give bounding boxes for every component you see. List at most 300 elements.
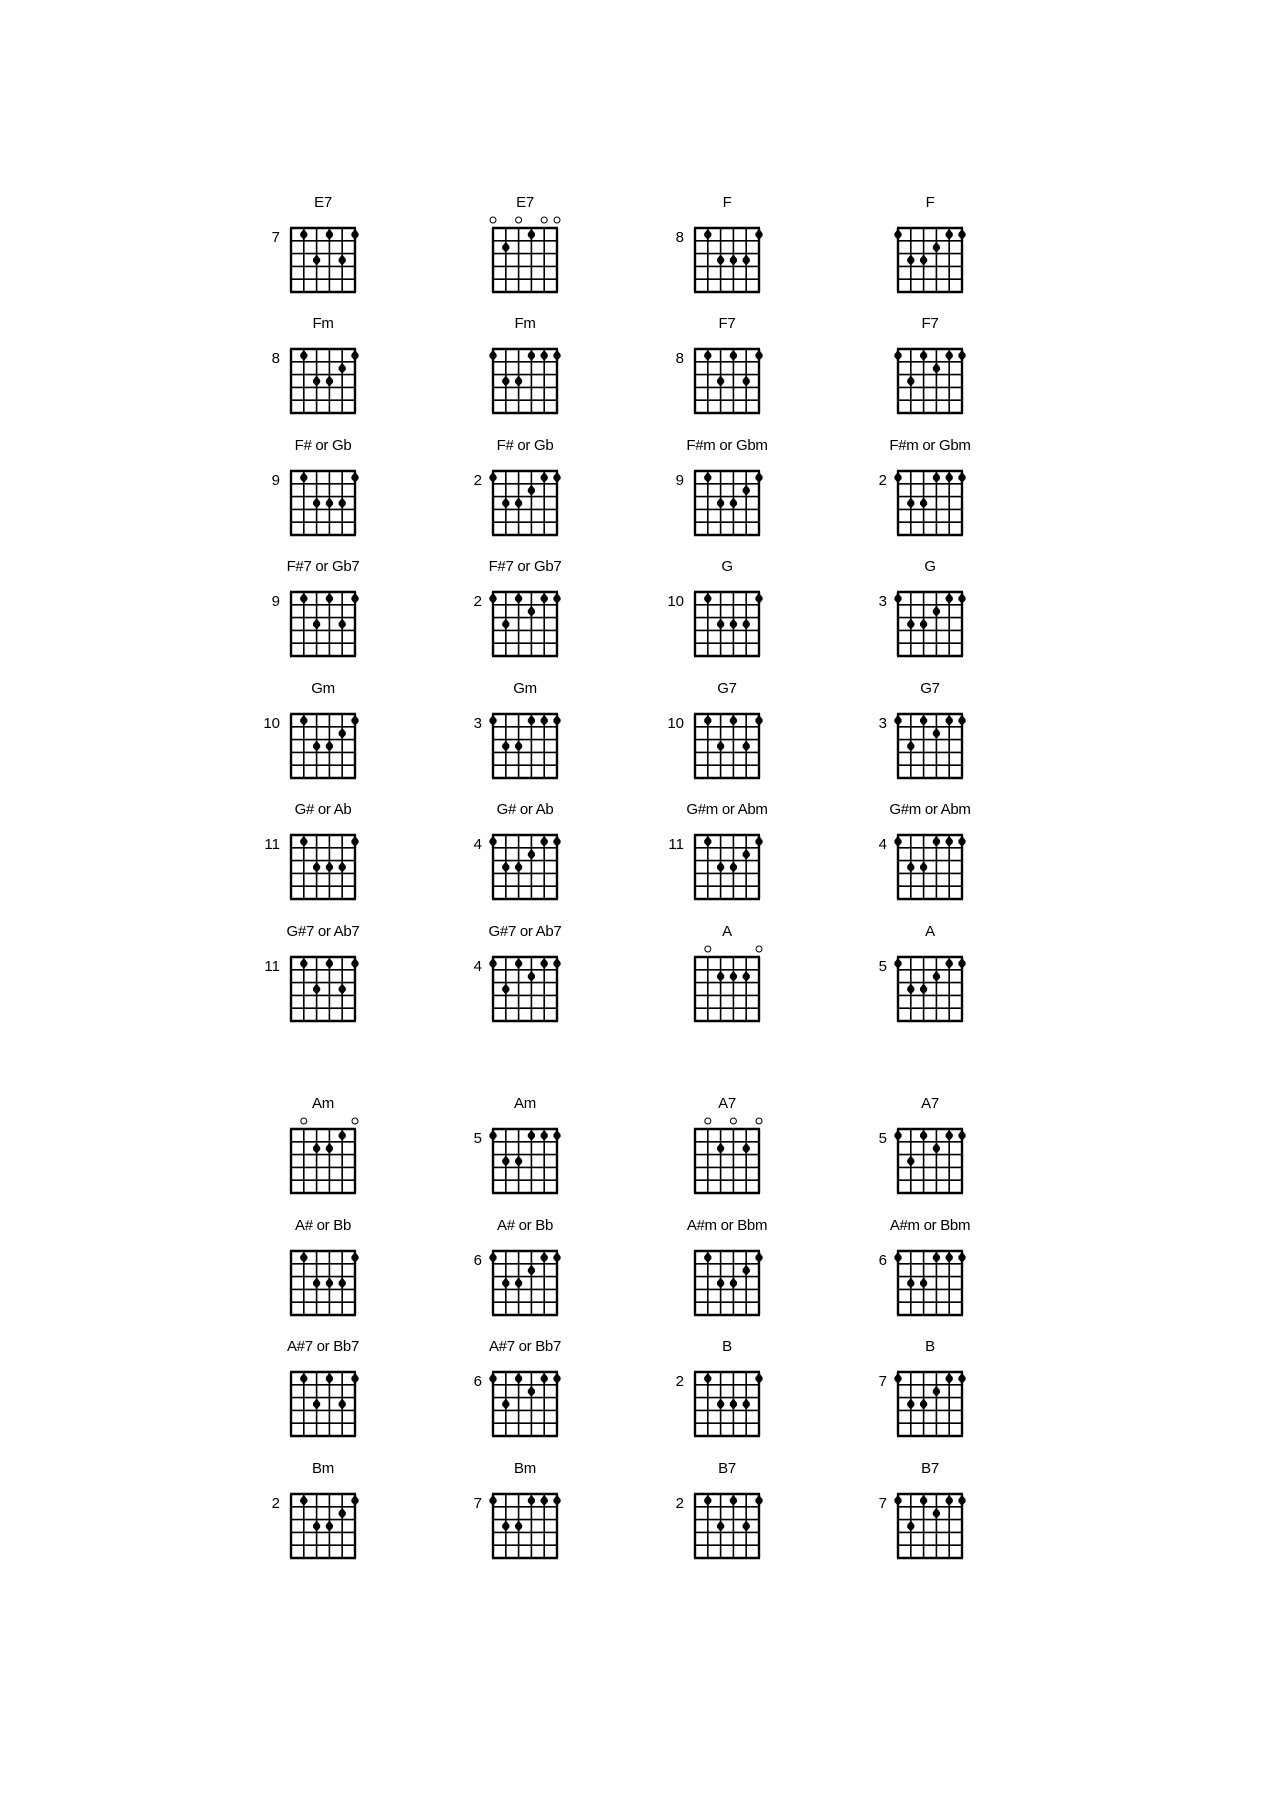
finger-dot — [300, 958, 307, 969]
chord-name: Bm — [312, 1460, 334, 1477]
finger-dot — [933, 1252, 940, 1263]
fret-number: 5 — [878, 1130, 887, 1147]
chord-diagram — [695, 1095, 805, 1229]
finger-dot — [894, 1373, 901, 1384]
chord-diagram — [264, 801, 401, 935]
chord-diagram — [493, 194, 603, 328]
fretboard-grid — [285, 1478, 365, 1568]
finger-dot — [743, 849, 750, 860]
chord-name: A — [925, 923, 935, 940]
finger-dot — [502, 498, 509, 509]
finger-dot — [704, 472, 711, 483]
finger-dot — [553, 1373, 560, 1384]
finger-dot — [502, 862, 509, 873]
finger-dot — [351, 1252, 358, 1263]
chord-diagram — [473, 1460, 603, 1594]
chord-name: G — [721, 558, 733, 575]
fret-number: 9 — [271, 593, 280, 610]
fretboard-grid — [487, 333, 567, 423]
finger-dot — [743, 376, 750, 387]
finger-dot — [704, 593, 711, 604]
fret-number: 2 — [878, 472, 887, 489]
finger-dot — [541, 350, 548, 361]
chord-diagram — [264, 923, 401, 1057]
finger-dot — [528, 485, 535, 496]
chord-diagram — [878, 1095, 1008, 1229]
chord-diagram — [878, 1460, 1008, 1594]
fret-number: 2 — [675, 1373, 684, 1390]
finger-dot — [339, 1278, 346, 1289]
finger-dot — [958, 1252, 965, 1263]
finger-dot — [946, 593, 953, 604]
fret-number: 6 — [473, 1252, 482, 1269]
finger-dot — [704, 715, 711, 726]
chord-name: Am — [514, 1095, 536, 1112]
open-string-marker — [352, 1118, 358, 1124]
finger-dot — [958, 715, 965, 726]
fret-number: 9 — [271, 472, 280, 489]
finger-dot — [528, 1130, 535, 1141]
fretboard-grid — [689, 819, 769, 909]
finger-dot — [907, 376, 914, 387]
chord-name: F#m or Gbm — [686, 437, 768, 454]
chord-diagram — [473, 1217, 603, 1351]
finger-dot — [946, 1252, 953, 1263]
finger-dot — [515, 1156, 522, 1167]
chord-name: B — [722, 1338, 732, 1355]
finger-dot — [300, 350, 307, 361]
finger-dot — [553, 350, 560, 361]
finger-dot — [326, 229, 333, 240]
finger-dot — [958, 1495, 965, 1506]
finger-dot — [326, 862, 333, 873]
chord-name: Am — [312, 1095, 334, 1112]
open-string-marker — [756, 946, 762, 952]
finger-dot — [300, 593, 307, 604]
fretboard-grid — [285, 455, 365, 545]
finger-dot — [946, 350, 953, 361]
fret-number: 7 — [271, 229, 280, 246]
finger-dot — [920, 1130, 927, 1141]
finger-dot — [743, 1265, 750, 1276]
finger-dot — [489, 836, 496, 847]
fretboard-grid — [892, 1113, 972, 1203]
chord-name: A7 — [921, 1095, 939, 1112]
finger-dot — [528, 229, 535, 240]
finger-dot — [933, 728, 940, 739]
finger-dot — [339, 1399, 346, 1410]
fretboard-grid — [285, 212, 365, 302]
finger-dot — [541, 472, 548, 483]
chord-diagram — [473, 558, 603, 692]
finger-dot — [339, 498, 346, 509]
fretboard-grid — [285, 941, 365, 1031]
finger-dot — [907, 1278, 914, 1289]
finger-dot — [920, 715, 927, 726]
chord-name: A# or Bb — [497, 1217, 553, 1234]
fretboard-grid — [487, 819, 567, 909]
finger-dot — [351, 836, 358, 847]
finger-dot — [339, 1130, 346, 1141]
finger-dot — [894, 593, 901, 604]
finger-dot — [300, 715, 307, 726]
chord-diagram — [473, 437, 603, 571]
chord-name: A#m or Bbm — [889, 1217, 971, 1234]
fret-number: 4 — [473, 958, 482, 975]
finger-dot — [313, 1278, 320, 1289]
finger-dot — [958, 836, 965, 847]
chord-diagram — [271, 194, 401, 328]
fret-number: 11 — [264, 836, 280, 853]
chord-name: G# or Ab — [496, 801, 554, 818]
finger-dot — [743, 1521, 750, 1532]
finger-dot — [743, 619, 750, 630]
finger-dot — [326, 498, 333, 509]
finger-dot — [326, 958, 333, 969]
finger-dot — [489, 1130, 496, 1141]
chord-name: E7 — [516, 194, 534, 211]
fretboard-grid — [892, 1356, 972, 1446]
fretboard-grid — [689, 941, 769, 1031]
finger-dot — [339, 255, 346, 266]
chord-diagram — [675, 1338, 805, 1472]
finger-dot — [515, 741, 522, 752]
finger-dot — [717, 862, 724, 873]
open-string-marker — [705, 1118, 711, 1124]
fret-number: 6 — [878, 1252, 887, 1269]
finger-dot — [489, 958, 496, 969]
finger-dot — [894, 472, 901, 483]
finger-dot — [541, 593, 548, 604]
finger-dot — [717, 619, 724, 630]
finger-dot — [946, 715, 953, 726]
finger-dot — [313, 498, 320, 509]
finger-dot — [553, 958, 560, 969]
chord-diagram — [675, 437, 805, 571]
open-string-marker — [541, 217, 547, 223]
finger-dot — [351, 593, 358, 604]
finger-dot — [958, 350, 965, 361]
finger-dot — [326, 376, 333, 387]
chord-name: Fm — [514, 315, 536, 332]
finger-dot — [894, 1495, 901, 1506]
fretboard-grid — [487, 1478, 567, 1568]
fret-number: 5 — [878, 958, 887, 975]
fret-number: 7 — [878, 1495, 887, 1512]
finger-dot — [502, 1278, 509, 1289]
finger-dot — [313, 862, 320, 873]
finger-dot — [730, 350, 737, 361]
chord-name: G#7 or Ab7 — [286, 923, 360, 940]
finger-dot — [946, 229, 953, 240]
finger-dot — [502, 1156, 509, 1167]
fretboard-grid — [487, 1235, 567, 1325]
finger-dot — [920, 619, 927, 630]
finger-dot — [528, 1386, 535, 1397]
finger-dot — [755, 1252, 762, 1263]
fretboard-grid — [285, 819, 365, 909]
finger-dot — [755, 1495, 762, 1506]
finger-dot — [755, 593, 762, 604]
finger-dot — [541, 958, 548, 969]
chord-diagram — [263, 680, 401, 814]
chord-diagram — [898, 315, 1008, 449]
fretboard-grid — [892, 576, 972, 666]
finger-dot — [894, 958, 901, 969]
chord-diagram — [473, 680, 603, 814]
finger-dot — [528, 715, 535, 726]
open-string-marker — [705, 946, 711, 952]
fretboard-grid — [892, 333, 972, 423]
finger-dot — [351, 229, 358, 240]
finger-dot — [743, 1143, 750, 1154]
chord-name: G — [924, 558, 936, 575]
finger-dot — [515, 1373, 522, 1384]
finger-dot — [717, 498, 724, 509]
chord-name: F#m or Gbm — [889, 437, 971, 454]
finger-dot — [300, 229, 307, 240]
fretboard-grid — [285, 576, 365, 666]
finger-dot — [313, 619, 320, 630]
chord-name: G#m or Abm — [686, 801, 768, 818]
chord-diagram — [473, 801, 603, 935]
chord-diagram — [473, 1338, 603, 1472]
finger-dot — [326, 741, 333, 752]
finger-dot — [313, 1521, 320, 1532]
finger-dot — [502, 741, 509, 752]
chord-name: F# or Gb — [496, 437, 554, 454]
finger-dot — [717, 1278, 724, 1289]
finger-dot — [730, 255, 737, 266]
fret-number: 3 — [473, 715, 482, 732]
fretboard-grid — [285, 1235, 365, 1325]
finger-dot — [730, 715, 737, 726]
finger-dot — [528, 849, 535, 860]
finger-dot — [933, 363, 940, 374]
finger-dot — [704, 836, 711, 847]
fretboard-grid — [487, 576, 567, 666]
chord-name: F — [722, 194, 732, 211]
finger-dot — [743, 485, 750, 496]
chord-name: F#7 or Gb7 — [488, 558, 562, 575]
finger-dot — [743, 741, 750, 752]
finger-dot — [502, 1521, 509, 1532]
finger-dot — [541, 1252, 548, 1263]
finger-dot — [958, 958, 965, 969]
chord-name: A — [722, 923, 732, 940]
chord-diagram — [695, 923, 805, 1057]
finger-dot — [553, 593, 560, 604]
finger-dot — [730, 1399, 737, 1410]
fretboard-grid — [285, 1113, 365, 1203]
chord-diagram — [473, 923, 603, 1057]
fretboard-grid — [892, 1235, 972, 1325]
fret-number: 11 — [668, 836, 684, 853]
finger-dot — [553, 1495, 560, 1506]
chord-diagram — [473, 1095, 603, 1229]
chord-diagram — [878, 923, 1008, 1057]
chord-name: F# or Gb — [294, 437, 352, 454]
finger-dot — [326, 1521, 333, 1532]
finger-dot — [958, 1373, 965, 1384]
finger-dot — [515, 958, 522, 969]
fret-number: 7 — [473, 1495, 482, 1512]
chord-diagram — [675, 1460, 805, 1594]
finger-dot — [907, 1399, 914, 1410]
finger-dot — [351, 472, 358, 483]
fretboard-grid — [285, 333, 365, 423]
chord-name: A#m or Bbm — [686, 1217, 768, 1234]
finger-dot — [339, 363, 346, 374]
finger-dot — [907, 1521, 914, 1532]
finger-dot — [300, 1495, 307, 1506]
finger-dot — [489, 1373, 496, 1384]
finger-dot — [528, 1495, 535, 1506]
finger-dot — [958, 229, 965, 240]
finger-dot — [755, 350, 762, 361]
open-string-marker — [516, 217, 522, 223]
chord-diagram — [291, 1095, 401, 1229]
finger-dot — [339, 1508, 346, 1519]
finger-dot — [717, 1143, 724, 1154]
chord-name: F7 — [718, 315, 736, 332]
finger-dot — [907, 741, 914, 752]
finger-dot — [502, 242, 509, 253]
chord-diagram — [667, 558, 805, 692]
finger-dot — [920, 1495, 927, 1506]
finger-dot — [541, 836, 548, 847]
fretboard-grid — [285, 1356, 365, 1446]
finger-dot — [933, 606, 940, 617]
finger-dot — [541, 1130, 548, 1141]
fretboard-grid — [689, 212, 769, 302]
chord-diagram — [878, 558, 1008, 692]
chord-name: A#7 or Bb7 — [488, 1338, 562, 1355]
finger-dot — [326, 593, 333, 604]
finger-dot — [553, 715, 560, 726]
finger-dot — [920, 862, 927, 873]
chord-diagram — [271, 558, 401, 692]
finger-dot — [730, 619, 737, 630]
finger-dot — [541, 1495, 548, 1506]
finger-dot — [755, 472, 762, 483]
fretboard-grid — [689, 333, 769, 423]
finger-dot — [300, 836, 307, 847]
finger-dot — [730, 862, 737, 873]
fretboard-grid — [689, 1235, 769, 1325]
fret-number: 6 — [473, 1373, 482, 1390]
finger-dot — [946, 836, 953, 847]
chord-name: G7 — [717, 680, 737, 697]
fretboard-grid — [892, 698, 972, 788]
finger-dot — [313, 741, 320, 752]
finger-dot — [502, 619, 509, 630]
finger-dot — [351, 1495, 358, 1506]
fret-number: 2 — [473, 472, 482, 489]
fret-number: 8 — [675, 350, 684, 367]
finger-dot — [704, 1495, 711, 1506]
finger-dot — [755, 836, 762, 847]
chord-name: Fm — [312, 315, 334, 332]
finger-dot — [515, 376, 522, 387]
chord-diagram — [668, 801, 805, 935]
finger-dot — [502, 1399, 509, 1410]
fretboard-grid — [689, 455, 769, 545]
fretboard-grid — [487, 455, 567, 545]
finger-dot — [326, 1143, 333, 1154]
finger-dot — [755, 1373, 762, 1384]
finger-dot — [730, 971, 737, 982]
finger-dot — [946, 958, 953, 969]
fret-number: 2 — [271, 1495, 280, 1512]
finger-dot — [920, 1399, 927, 1410]
fretboard-grid — [487, 941, 567, 1031]
fretboard-grid — [689, 576, 769, 666]
fret-number: 8 — [271, 350, 280, 367]
chord-diagram — [493, 315, 603, 449]
finger-dot — [730, 1495, 737, 1506]
chord-name: G#7 or Ab7 — [488, 923, 562, 940]
finger-dot — [946, 1130, 953, 1141]
finger-dot — [502, 984, 509, 995]
chord-name: A# or Bb — [295, 1217, 351, 1234]
fretboard-grid — [892, 819, 972, 909]
finger-dot — [717, 1399, 724, 1410]
finger-dot — [920, 984, 927, 995]
finger-dot — [300, 1252, 307, 1263]
finger-dot — [933, 1143, 940, 1154]
chord-name: F#7 or Gb7 — [286, 558, 360, 575]
finger-dot — [933, 971, 940, 982]
chord-name: B7 — [921, 1460, 939, 1477]
chord-diagram — [675, 315, 805, 449]
fret-number: 3 — [878, 715, 887, 732]
finger-dot — [894, 715, 901, 726]
finger-dot — [351, 715, 358, 726]
finger-dot — [717, 376, 724, 387]
finger-dot — [528, 350, 535, 361]
finger-dot — [920, 255, 927, 266]
finger-dot — [515, 498, 522, 509]
finger-dot — [489, 472, 496, 483]
chord-name: F7 — [921, 315, 939, 332]
fretboard-grid — [487, 698, 567, 788]
fretboard-grid — [487, 1356, 567, 1446]
fret-number: 2 — [473, 593, 482, 610]
fret-number: 4 — [473, 836, 482, 853]
finger-dot — [528, 1265, 535, 1276]
fretboard-grid — [892, 941, 972, 1031]
finger-dot — [351, 1373, 358, 1384]
finger-dot — [920, 498, 927, 509]
finger-dot — [313, 1399, 320, 1410]
finger-dot — [717, 1521, 724, 1532]
finger-dot — [894, 350, 901, 361]
fret-number: 3 — [878, 593, 887, 610]
finger-dot — [489, 350, 496, 361]
finger-dot — [326, 1373, 333, 1384]
open-string-marker — [554, 217, 560, 223]
finger-dot — [541, 715, 548, 726]
finger-dot — [313, 376, 320, 387]
finger-dot — [704, 1373, 711, 1384]
finger-dot — [339, 984, 346, 995]
finger-dot — [515, 862, 522, 873]
fretboard-grid — [689, 1356, 769, 1446]
open-string-marker — [730, 1118, 736, 1124]
chord-name: A7 — [718, 1095, 736, 1112]
fretboard-grid — [892, 212, 972, 302]
